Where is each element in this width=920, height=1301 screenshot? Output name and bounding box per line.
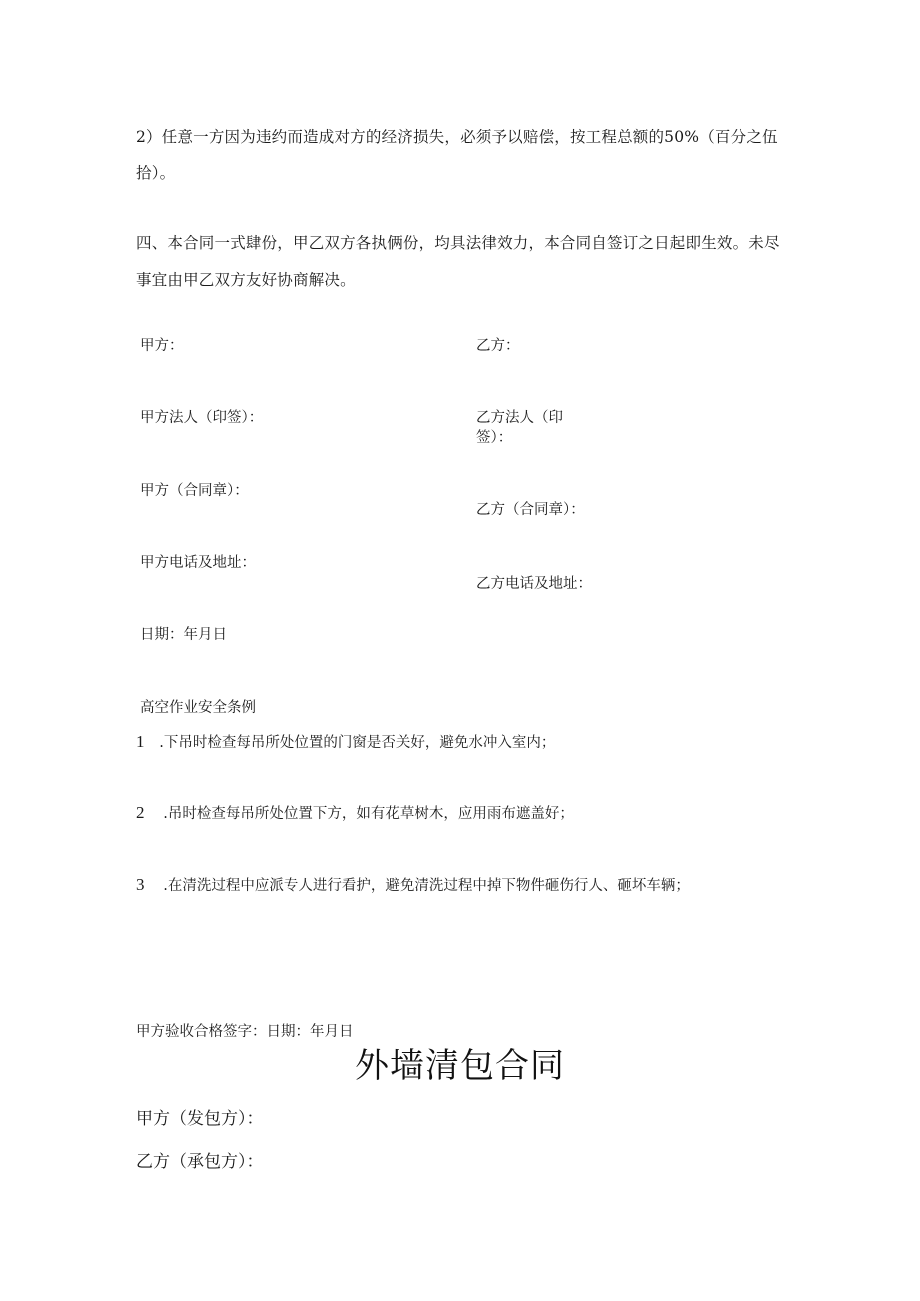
party-a-seal-label: 甲方（合同章）： bbox=[140, 483, 249, 499]
safety-item-number: 2 bbox=[136, 803, 145, 822]
party-a-contact-label: 甲方电话及地址： bbox=[140, 555, 256, 571]
contract-title: 外墙清包合同 bbox=[355, 1046, 565, 1086]
safety-item-number: 1 bbox=[136, 732, 145, 751]
safety-item bbox=[136, 803, 574, 824]
safety-heading: 高空作业安全条例 bbox=[140, 700, 256, 716]
safety-item-number: 3 bbox=[136, 875, 145, 894]
safety-item bbox=[136, 875, 690, 896]
date-label: 日期：年月日 bbox=[140, 627, 227, 643]
clause-4-line-1: 四、本合同一式肆份，甲乙双方各执俩份，均具法律效力，本合同自签订之日起即生效。未尽 bbox=[136, 234, 780, 252]
clause-2-line-1: 2）任意一方因为违约而造成对方的经济损失，必须予以赔偿，按工程总额的50%（百分之伍 bbox=[136, 128, 778, 146]
party-b-legal-label-line-2: 签）： bbox=[476, 430, 513, 446]
safety-item-text: .在清洗过程中应派专人进行看护，避免清洗过程中掉下物件砸伤行人、砸坏车辆； bbox=[163, 878, 690, 894]
contract-party-b: 乙方（承包方）： bbox=[136, 1152, 264, 1172]
safety-item bbox=[136, 732, 555, 753]
party-a-legal-label: 甲方法人（印签）： bbox=[140, 410, 264, 426]
party-b-seal-label: 乙方（合同章）： bbox=[476, 502, 585, 518]
party-b-contact-label: 乙方电话及地址： bbox=[476, 576, 592, 592]
safety-item-text: .下吊时检查每吊所处位置的门窗是否关好，避免水冲入室内； bbox=[159, 735, 556, 751]
party-a-label: 甲方： bbox=[140, 338, 184, 354]
acceptance-signature-line: 甲方验收合格签字：日期：年月日 bbox=[136, 1024, 354, 1040]
party-b-legal-label-line-1: 乙方法人（印 bbox=[476, 410, 563, 426]
clause-4-line-2: 事宜由甲乙双方友好协商解决。 bbox=[136, 271, 356, 289]
party-b-label: 乙方： bbox=[476, 338, 520, 354]
safety-item-text: .吊时检查每吊所处位置下方，如有花草树木，应用雨布遮盖好； bbox=[163, 806, 574, 822]
clause-2-line-2: 拾）。 bbox=[136, 164, 176, 182]
contract-party-a: 甲方（发包方）： bbox=[136, 1109, 264, 1129]
